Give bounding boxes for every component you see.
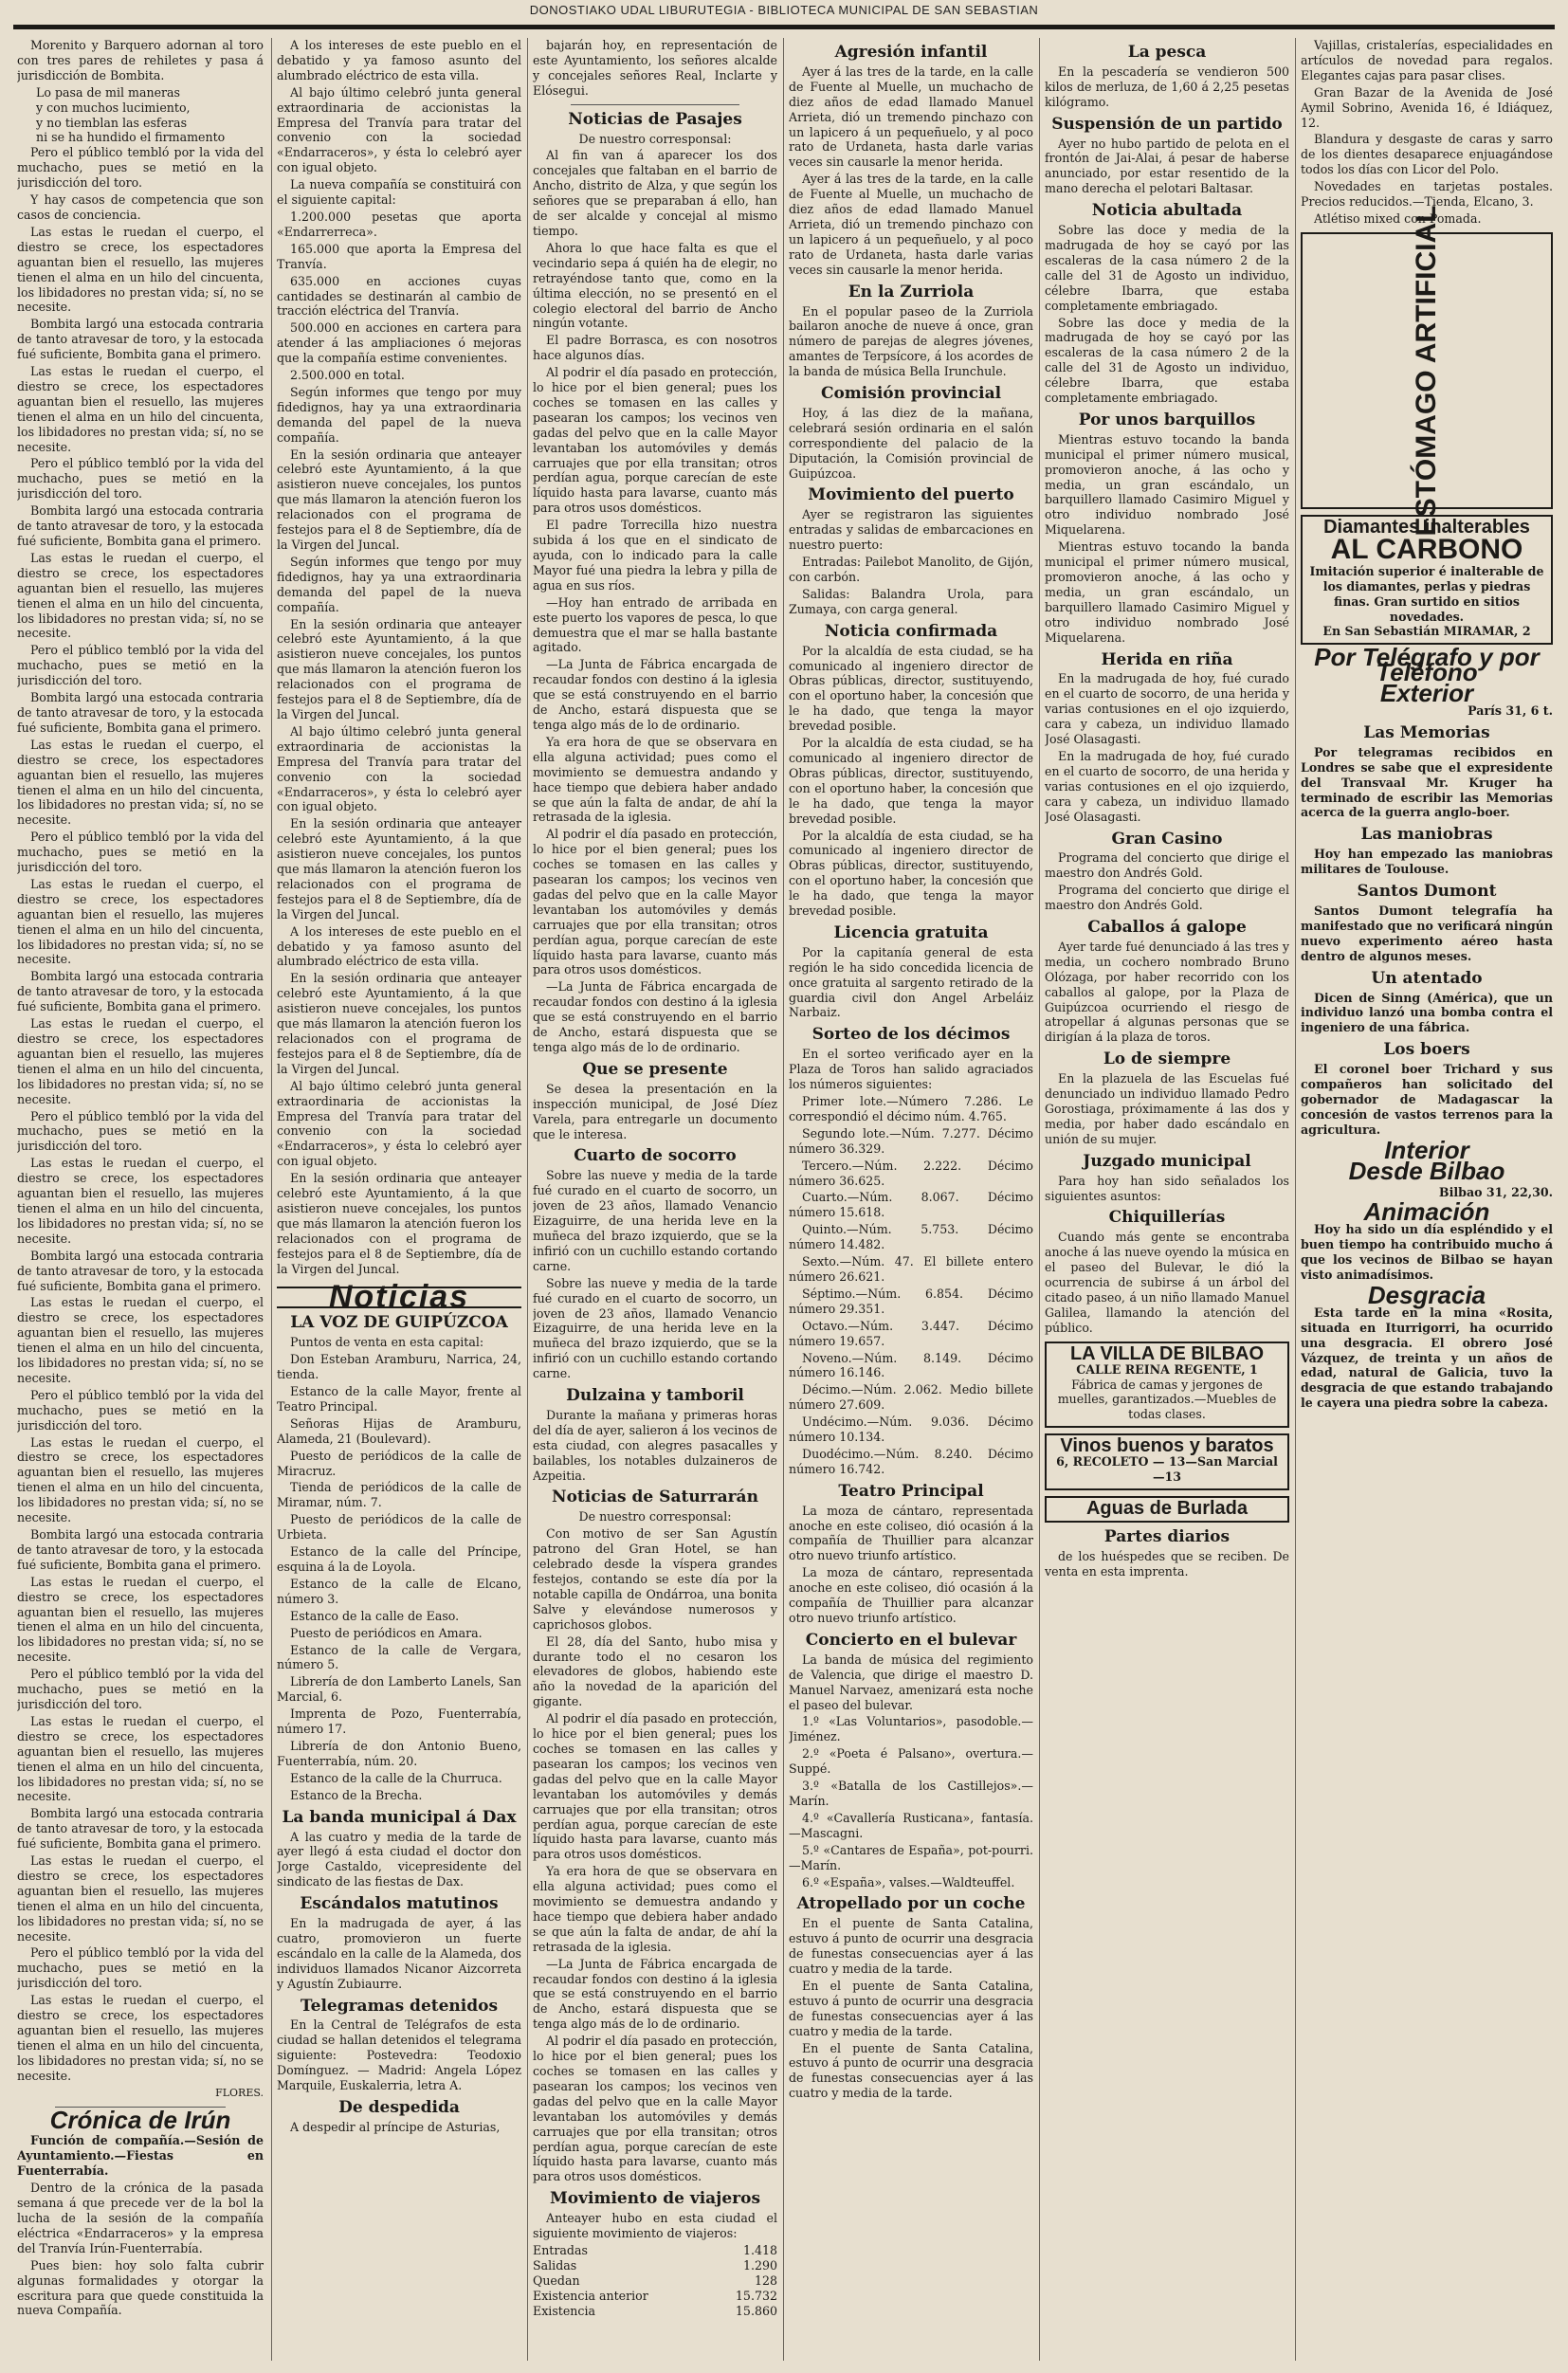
paragraph: Pero el público tembló por la vida del muchacho, pues se metió en la jurisdicción del toro. (17, 643, 264, 688)
paragraph: bajarán hoy, en representación de este Ayuntamiento, los señores alcalde y concejales señores Real, Inclarte y Elósegui. (533, 38, 777, 98)
paragraph: Al podrir el día pasado en protección, lo hice por el bien general; pues los coches se tomasen en las calles y pasearan los campos; los vecinos ven gadas del pelvo que en la calle Mayor levantaban los automóviles y demás carruajes que por ella transitan; otros perdían agua, porque carecían de este líquido hasta para lavarse, cuanto más para otros usos domésticos. (533, 365, 777, 516)
paragraph: Al bajo último celebró junta general extraordinaria de accionistas la Empresa del Tranvía para tratar del convenio con la sociedad «Endarraceros», y ésta lo celebró ayer con igual objeto. (277, 723, 521, 814)
paragraph: En el popular paseo de la Zurriola bailaron anoche de nueve á once, gran número de parejas de alegres jóvenes, amantes de Terpsícore, á los acordes de la banda de música Bella Irunchule. (789, 303, 1033, 379)
paragraph: Según informes que tengo por muy fidedignos, hay ya una extraordinaria demanda del papel de la nueva compañía. (277, 554, 521, 614)
list-item: Décimo.—Núm. 2.062. Medio billete número 27.609. (789, 1382, 1033, 1413)
paragraph: Con motivo de ser San Agustín patrono del Gran Hotel, se han celebrado desde la víspera grandes festejos, contando se este día por la notable capilla de Ondárroa, una bonita Salve y elevándose numerosos y caprichosos globos. (533, 1526, 777, 1632)
paragraph: El padre Torrecilla hizo nuestra subida á los que en el sindicato de ayuda, con lo indicado para la calle Mayor fué una piedra la lebra y pilla de agua en sus ríos. (533, 518, 777, 593)
section-title: Noticia confirmada (824, 621, 998, 641)
traveler-row (533, 2289, 777, 2304)
list-item: Sexto.—Núm. 47. El billete entero número 26.621. (789, 1254, 1033, 1284)
list-item: Segundo lote.—Núm. 7.277. Décimo número 36.329. (789, 1125, 1033, 1156)
paragraph: Ayer no hubo partido de pelota en el frontón de Jai-Alai, á pesar de haberse anunciado, por estar resentido de la mano derecha el pelotari Baltasar. (1045, 136, 1289, 196)
section-title: Sorteo de los décimos (811, 1025, 1011, 1045)
paragraph: Las estas le ruedan el cuerpo, el diestro se crece, los espectadores aguantan bien el resuello, las mujeres tienen el alma en un hilo del cincuenta, los libidadores no prestan vida; sí, no se necesite. (17, 737, 264, 828)
traveler-value: 1.290 (742, 2257, 777, 2273)
traveler-value: 15.732 (735, 2288, 777, 2303)
paragraph: Las estas le ruedan el cuerpo, el diestro se crece, los espectadores aguantan bien el resuello, las mujeres tienen el alma en un hilo del cincuenta, los libidadores no prestan vida; sí, no se necesite. (17, 1156, 264, 1246)
paragraph: Pues bien: hoy solo falta cubrir algunas formalidades y otorgar la escritura para que quede constituida la nueva Compañía. (17, 2257, 264, 2318)
paragraph: La moza de cántaro, representada anoche en este coliseo, dió ocasión á la compañía de Thuillier para alcanzar otro nuevo triunfo artístico. (789, 1503, 1033, 1563)
section-title: La pesca (1127, 43, 1207, 62)
paragraph: Ahora lo que hace falta es que el vecindario sepa á quién ha de elegir, no retrayéndose tanto que, como en la última elección, no se presentó en el colegio electoral del barrio de Ancho ningún votante. (533, 240, 777, 331)
paragraph: Al bajo último celebró junta general extraordinaria de accionistas la Empresa del Tranvía para tratar del convenio con la sociedad «Endarraceros», y ésta lo celebró ayer con igual objeto. (277, 1078, 521, 1169)
paragraph: Vajillas, cristalerías, especialidades en artículos de novedad para regalos. Elegantes cajas para pasar clises. (1301, 38, 1553, 82)
section-title: Santos Dumont (1357, 882, 1497, 902)
paragraph: Las estas le ruedan el cuerpo, el diestro se crece, los espectadores aguantan bien el resuello, las mujeres tienen el alma en un hilo del cincuenta, los libidadores no prestan vida; sí, no se necesite. (17, 1993, 264, 2083)
paragraph: Las estas le ruedan el cuerpo, el diestro se crece, los espectadores aguantan bien el resuello, las mujeres tienen el alma en un hilo del cincuenta, los libidadores no prestan vida; sí, no se necesite. (17, 550, 264, 641)
paragraph: Mientras estuvo tocando la banda municipal el primer número musical, promovieron anoche, á las ocho y media, un gran escándalo, un barquillero llamado Casimiro Miguel y otro individuo nombrado José Miquelarena. (1045, 431, 1289, 538)
paragraph: Las estas le ruedan el cuerpo, el diestro se crece, los espectadores aguantan bien el resuello, las mujeres tienen el alma en un hilo del cincuenta, los libidadores no prestan vida; sí, no se necesite. (17, 364, 264, 454)
list-item: Puesto de periódicos de la calle de Miracruz. (277, 1448, 521, 1478)
ad-title: LA VILLA DE BILBAO (1069, 1342, 1265, 1364)
verse-line: ni se ha hundido el firmamento (36, 130, 226, 145)
paragraph: En la madrugada de hoy, fué curado en el cuarto de socorro, de una herida y varias contusiones en el ojo izquierdo, cara y cabeza, un individuo llamado José Olasagasti. (1045, 748, 1289, 824)
section-title: En la Zurriola (848, 282, 975, 301)
list-item: Duodécimo.—Núm. 8.240. Décimo número 16.742. (789, 1446, 1033, 1476)
traveler-value: 128 (754, 2273, 777, 2288)
list-item: 1.º «Las Voluntarios», pasodoble.—Jiménez. (789, 1714, 1033, 1744)
top-rule (13, 25, 1555, 29)
traveler-value: 15.860 (735, 2303, 777, 2318)
paragraph: Atlétiso mixed con Pomada. (1314, 210, 1482, 226)
section-title: Partes diarios (1103, 1526, 1231, 1546)
traveler-label: Existencia (533, 2303, 596, 2318)
section-title: Concierto en el bulevar (805, 1630, 1017, 1650)
paragraph: Las estas le ruedan el cuerpo, el diestro se crece, los espectadores aguantan bien el resuello, las mujeres tienen el alma en un hilo del cincuenta, los libidadores no prestan vida; sí, no se necesite. (17, 1574, 264, 1665)
list-item: Tercero.—Núm. 2.222. Décimo número 36.625. (789, 1158, 1033, 1188)
ad-title: ESTÓMAGO ARTIFICIAL (1411, 205, 1442, 537)
column-divider (783, 38, 784, 2361)
section-title: Juzgado municipal (1083, 1151, 1251, 1171)
paragraph: Ya era hora de que se observara en ella alguna actividad; pues como el movimiento se demuestra andando y hace tiempo que debiera haber andado se que aún la falta de andar, de ahí la retrasada de la iglesia. (533, 1864, 777, 1954)
paragraph: Las estas le ruedan el cuerpo, el diestro se crece, los espectadores aguantan bien el resuello, las mujeres tienen el alma en un hilo del cincuenta, los libidadores no prestan vida; sí, no se necesite. (17, 1713, 264, 1804)
section-title: Desde Bilbao (1348, 1156, 1505, 1185)
paragraph: Salidas: Balandra Urola, para Zumaya, con carga general. (789, 586, 1033, 616)
traveler-row (533, 2243, 777, 2258)
paragraph: Esta tarde en la mina «Rosita, situada en Iturrigorri, ha ocurrido una desgracia. El obrero José Vázquez, de treinta y un años de edad, natural de Galicia, tuvo la desgracia de que estando trabajando le cayera una piedra sobre la cabeza. (1301, 1305, 1553, 1411)
paragraph: Anteayer hubo en esta ciudad el siguiente movimiento de viajeros: (533, 2211, 777, 2241)
column-divider (1295, 38, 1296, 2361)
section-title: Telegramas detenidos (300, 1996, 499, 2016)
traveler-row (533, 2258, 777, 2273)
section-subtitle: De nuestro corresponsal: (578, 131, 732, 146)
section-subtitle: De nuestro corresponsal: (578, 1509, 732, 1524)
list-item: 5.º «Cantares de España», pot-pourri.—Marín. (789, 1842, 1033, 1872)
paragraph: 2.500.000 en total. (290, 368, 405, 383)
paragraph: de los huéspedes que se reciben. De venta en esta imprenta. (1045, 1548, 1289, 1579)
verse-line: y con muchos lucimiento, (36, 100, 191, 115)
paragraph: Hoy, á las diez de la mañana, celebrará sesión ordinaria en el salón correspondiente del palacio de la Diputación, la Comisión provincial de Guipúzcoa. (789, 405, 1033, 481)
column-6 (1301, 38, 1553, 2361)
section-title: Un atentado (1371, 968, 1483, 988)
signature: FLORES. (215, 2086, 264, 2099)
paragraph: Ayer á las tres de la tarde, en la calle de Fuente al Muelle, un muchacho de diez años de edad llamado Manuel Arrieta, dió un tremendo pinchazo con un lapicero á un pequeñuelo, y al poco rato de Urdaneta, hasta darle varias veces sin causarle la menor herida. (789, 64, 1033, 170)
paragraph: —Hoy han entrado de arribada en este puerto los vapores de pesca, lo que demuestra que el mar se halla bastante agitado. (533, 594, 777, 655)
section-title: De despedida (338, 2098, 460, 2117)
list-item: Primer lote.—Número 7.286. Le correspondió el décimo núm. 4.765. (789, 1094, 1033, 1123)
paragraph: Pero el público tembló por la vida del muchacho, pues se metió en la jurisdicción del toro. (17, 456, 264, 502)
paragraph: Las estas le ruedan el cuerpo, el diestro se crece, los espectadores aguantan bien el resuello, las mujeres tienen el alma en un hilo del cincuenta, los libidadores no prestan vida; sí, no se necesite. (17, 1853, 264, 1944)
paragraph: En la sesión ordinaria que anteayer celebró este Ayuntamiento, á la que asistieron nueve concejales, los puntos que más llamaron la atención fueron los relacionados con el programa de festejos para el 8 de Septiembre, día de la Virgen del Juncal. (277, 616, 521, 721)
list-item: Puesto de periódicos de la calle de Urbieta. (277, 1512, 521, 1542)
paragraph: Bombita largó una estocada contraria de tanto atravesar de toro, y la estocada fué suficiente, Bombita gana el primero. (17, 503, 264, 548)
section-subtitle: Función de compañía.—Sesión de Ayuntamiento.—Fiestas en Fuenterrabía. (17, 2133, 264, 2179)
list-item: Estanco de la calle Mayor, frente al Teatro Principal. (277, 1384, 521, 1414)
paragraph: En la Central de Telégrafos de esta ciudad se hallan detenidos el telegrama siguiente: Postevedra: Teodoxio Domínguez. — Madrid: Angela López Marquile, Euskalerria, letra A. (277, 2017, 521, 2093)
paragraph: A los intereses de este pueblo en el debatido y ya famoso asunto del alumbrado eléctrico de esta villa. (277, 38, 521, 82)
paragraph: 500.000 en acciones en cartera para atender á las ampliaciones ó mejoras que la compañía estime convenientes. (277, 320, 521, 366)
paragraph: El 28, día del Santo, hubo misa y durante todo el no cesaron los elevadores de globos, habiendo este año la novedad de la aparición del gigante. (533, 1634, 777, 1709)
paragraph: Mientras estuvo tocando la banda municipal el primer número musical, promovieron anoche, á las ocho y media, un gran escándalo, un barquillero llamado Casimiro Miguel y otro individuo nombrado José Miquelarena. (1045, 539, 1289, 645)
section-title: Noticias de Pasajes (568, 109, 742, 129)
paragraph: Ayer tarde fué denunciado á las tres y media, un cochero nombrado Bruno Olózaga, por haber recorrido con los caballos al galope, por la Plaza de Guipúzcoa ocurriendo el riesgo de atropellar á algunas personas que se dirigían á la plaza de toros. (1045, 939, 1289, 1045)
list-item: Librería de don Antonio Bueno, Fuenterrabía, núm. 20. (277, 1738, 521, 1768)
advertisement-box (1045, 1342, 1289, 1429)
dateline: Bilbao 31, 22,30. (1438, 1184, 1553, 1199)
paragraph: Según informes que tengo por muy fidedignos, hay ya una extraordinaria demanda del papel de la nueva compañía. (277, 384, 521, 445)
advertisement-box (1045, 1433, 1289, 1490)
ad-address: En San Sebastián MIRAMAR, 2 (1322, 624, 1531, 639)
section-title: Teatro Principal (838, 1481, 984, 1501)
paragraph: Bombita largó una estocada contraria de tanto atravesar de toro, y la estocada fué suficiente, Bombita gana el primero. (17, 969, 264, 1014)
paragraph: 165.000 que aporta la Empresa del Tranvía. (277, 241, 521, 271)
paragraph: Sobre las doce y media de la madrugada de hoy se cayó por las escaleras de la casa número 2 de la calle del 31 de Agosto un individuo, célebre Ibarra, que estaba completamente embriagado. (1045, 223, 1289, 313)
paragraph: Por telegramas recibidos en Londres se sabe que el expresidente del Transvaal Mr. Kruger ha terminado de escribir las Memorias acerca de la guerra anglo-boer. (1301, 744, 1553, 820)
ad-title: Aguas de Burlada (1085, 1497, 1249, 1519)
section-title: Por unos barquillos (1078, 410, 1256, 429)
paragraph: Pero el público tembló por la vida del muchacho, pues se metió en la jurisdicción del toro. (17, 145, 264, 191)
ad-subtitle: CALLE REINA REGENTE, 1 (1076, 1361, 1258, 1377)
paragraph: Sobre las doce y media de la madrugada de hoy se cayó por las escaleras de la casa número 2 de la calle del 31 de Agosto un individuo, célebre Ibarra, que estaba completamente embriagado. (1045, 315, 1289, 406)
section-title: Gran Casino (1111, 829, 1223, 849)
verse-line: y no tiemblan las esferas (36, 115, 188, 130)
paragraph: En la madrugada de ayer, á las cuatro, promovieron un fuerte escándalo en la calle de la Alameda, dos individuos llamados Nicanor Aizcorreta y Agustín Zubiaurre. (277, 1916, 521, 1991)
paragraph: Pero el público tembló por la vida del muchacho, pues se metió en la jurisdicción del toro. (17, 830, 264, 875)
paragraph: Pero el público tembló por la vida del muchacho, pues se metió en la jurisdicción del toro. (17, 1387, 264, 1433)
paragraph: Por la capitanía general de esta región le ha sido concedida licencia de once gratuita al sargento retirado de la guardia civil don Angel Arbeláiz Narbaiz. (789, 944, 1033, 1020)
archive-header: DONOSTIAKO UDAL LIBURUTEGIA - BIBLIOTECA MUNICIPAL DE SAN SEBASTIAN (529, 3, 1039, 17)
paragraph: Al fin van á aparecer los dos concejales que faltaban en el barrio de Ancho, distrito de Alza, y que según los señores que se preparaban á ello, han de ser alcalde y concejal al mismo tiempo. (533, 148, 777, 238)
column-4 (789, 38, 1033, 2361)
separator (571, 104, 739, 105)
paragraph: 1.200.000 pesetas que aporta «Endarrerreca». (277, 209, 521, 239)
paragraph: Por la alcaldía de esta ciudad, se ha comunicado al ingeniero director de Obras públicas, director, sustituyendo, con el oportuno haber, la concesión que le ha dado, que tenga la mayor brevedad posible. (789, 828, 1033, 919)
section-banner-title: Noticias (277, 1287, 521, 1309)
paragraph: Morenito y Barquero adornan al toro con tres pares de rehiletes y pasa á jurisdicción de Bombita. (17, 38, 264, 82)
section-title: Las maniobras (1360, 825, 1493, 845)
paragraph: Hoy han empezado las maniobras militares de Toulouse. (1301, 847, 1553, 877)
paragraph: Ayer á las tres de la tarde, en la calle de Fuente al Muelle, un muchacho de diez años de edad llamado Manuel Arrieta, dió un tremendo pinchazo con un lapicero á un pequeñuelo, y al poco rato de Urdaneta, hasta darle varias veces sin causarle la menor herida. (789, 172, 1033, 277)
paragraph: 635.000 en acciones cuyas cantidades se destinarán al cambio de tracción eléctrica del Tranvía. (277, 273, 521, 319)
paragraph: —La Junta de Fábrica encargada de recaudar fondos con destino á la iglesia que se está construyendo en el barrio de Ancho, estará dispuesta que se tenga algo más de lo de ordinario. (533, 657, 777, 732)
section-title: Escándalos matutinos (300, 1894, 499, 1914)
section-title: Chiquillerías (1108, 1208, 1226, 1228)
paragraph: Gran Bazar de la Avenida de José Aymil Sobrino, Avenida 16, é Idiáquez, 12. (1301, 84, 1553, 130)
list-item: Estanco de la calle del Príncipe, esquina á la de Loyola. (277, 1544, 521, 1574)
section-title: Atropellado por un coche (796, 1894, 1026, 1914)
list-item: 2.º «Poeta é Palsano», overtura.—Suppé. (789, 1746, 1033, 1777)
traveler-label: Entradas (533, 2242, 588, 2257)
section-title: Los boers (1383, 1040, 1470, 1060)
paragraph: Para hoy han sido señalados los siguientes asuntos: (1045, 1173, 1289, 1203)
paragraph: Ayer se registraron las siguientes entradas y salidas de embarcaciones en nuestro puerto: (789, 507, 1033, 553)
paragraph: A los intereses de este pueblo en el debatido y ya famoso asunto del alumbrado eléctrico de esta villa. (277, 923, 521, 969)
paragraph: Sobre las nueve y media de la tarde fué curado en el cuarto de socorro, un joven de 23 años, llamado Venancio Eizaguirre, de una herida leve en la muñeca del brazo izquierdo, que se la infirió con un cuchillo estando cortando carne. (533, 1168, 777, 1273)
section-title: Desgracia (1367, 1280, 1486, 1309)
column-5 (1045, 38, 1289, 2361)
paragraph: La banda de música del regimiento de Valencia, que dirige el maestro D. Manuel Narvaez, amenizará esta noche el paseo del bulevar. (789, 1652, 1033, 1712)
section-title: Lo de siempre (1103, 1050, 1231, 1069)
section-title: Agresión infantil (834, 43, 988, 62)
paragraph: El padre Borrasca, es con nosotros hace algunos días. (533, 333, 777, 363)
paragraph: A despedir al príncipe de Asturias, (290, 2119, 501, 2134)
verse-line: Lo pasa de mil maneras (36, 84, 181, 100)
section-title: Dulzaina y tamboril (566, 1386, 744, 1406)
paragraph: Las estas le ruedan el cuerpo, el diestro se crece, los espectadores aguantan bien el resuello, las mujeres tienen el alma en un hilo del cincuenta, los libidadores no prestan vida; sí, no se necesite. (17, 1434, 264, 1525)
column-divider (527, 38, 528, 2361)
column-divider (1039, 38, 1040, 2361)
paragraph: En la madrugada de hoy, fué curado en el cuarto de socorro, de una herida y varias contusiones en el ojo izquierdo, cara y cabeza, un individuo llamado José Olasagasti. (1045, 671, 1289, 747)
paragraph: Entradas: Pailebot Manolito, de Gijón, con carbón. (789, 555, 1033, 584)
section-title: Cuarto de socorro (574, 1146, 737, 1166)
traveler-label: Quedan (533, 2273, 580, 2288)
paragraph: Se desea la presentación en la inspección municipal, de José Díez Varela, para entregarle un documento que le interesa. (533, 1081, 777, 1141)
paragraph: En la sesión ordinaria que anteayer celebró este Ayuntamiento, á la que asistieron nueve concejales, los puntos que más llamaron la atención fueron los relacionados con el programa de festejos para el 8 de Septiembre, día de la Virgen del Juncal. (277, 447, 521, 552)
traveler-label: Salidas (533, 2257, 577, 2273)
paragraph: Dicen de Sinng (América), que un individuo lanzó una bomba contra el ingeniero de una fábrica. (1301, 990, 1553, 1035)
list-item: Estanco de la calle de Vergara, número 5. (277, 1642, 521, 1672)
paragraph: En el puente de Santa Catalina, estuvo á punto de ocurrir una desgracia de funestas consecuencias ayer á las cuatro y media de la tarde. (789, 2040, 1033, 2101)
paragraph: Bombita largó una estocada contraria de tanto atravesar de toro, y la estocada fué suficiente, Bombita gana el primero. (17, 317, 264, 362)
section-title: Suspensión de un partido (1051, 114, 1283, 134)
paragraph: —La Junta de Fábrica encargada de recaudar fondos con destino á la iglesia que se está construyendo en el barrio de Ancho, estará dispuesta que se tenga algo más de lo de ordinario. (533, 979, 777, 1054)
paragraph: Pero el público tembló por la vida del muchacho, pues se metió en la jurisdicción del toro. (17, 1945, 264, 1991)
paragraph: Bombita largó una estocada contraria de tanto atravesar de toro, y la estocada fué suficiente, Bombita gana el primero. (17, 1806, 264, 1852)
list-item: Cuarto.—Núm. 8.067. Décimo número 15.618. (789, 1190, 1033, 1220)
paragraph: Puntos de venta en esta capital: (290, 1335, 484, 1350)
paragraph: Sobre las nueve y media de la tarde fué curado en el cuarto de socorro, un joven de 23 años, llamado Venancio Eizaguirre, de una herida leve en la muñeca del brazo izquierdo, que se la infirió con un cuchillo estando cortando carne. (533, 1275, 777, 1381)
paragraph: Al podrir el día pasado en protección, lo hice por el bien general; pues los coches se tomasen en las calles y pasearan los campos; los vecinos ven gadas del pelvo que en la calle Mayor levantaban los automóviles y demás carruajes que por ella transitan; otros perdían agua, porque carecían de este líquido hasta para lavarse, cuanto más para otros usos domésticos. (533, 827, 777, 977)
paragraph: En la plazuela de las Escuelas fué denunciado un individuo llamado Pedro Gorostiaga, próximamente á las dos y media, por haber dado escándalo en unión de su mujer. (1045, 1071, 1289, 1146)
list-item: Estanco de la calle de Elcano, número 3. (277, 1576, 521, 1606)
list-item: Estanco de la calle de la Churruca. (290, 1770, 502, 1785)
list-item: 3.º «Batalla de los Castillejos».—Marín. (789, 1779, 1033, 1808)
paragraph: Santos Dumont telegrafía ha manifestado que no verificará ningún nuevo experimento aéreo hasta dentro de algunos meses. (1301, 904, 1553, 963)
paragraph: Blandura y desgaste de caras y sarro de los dientes desaparece enjuagándose todos los días con Licor del Polo. (1301, 132, 1553, 177)
section-title: La banda municipal á Dax (282, 1807, 517, 1827)
list-item: 6.º «España», valses.—Waldteuffel. (802, 1874, 1015, 1889)
paragraph: Dentro de la crónica de la pasada semana á que precede ver de la bol la lucha de la sesión de la compañía eléctrica «Endarraceros» y la empresa del Tranvía Irún-Fuenterrabía. (17, 2181, 264, 2255)
section-title: LA VOZ DE GUIPÚZCOA (290, 1313, 508, 1333)
paragraph: Programa del concierto que dirige el maestro don Andrés Gold. (1045, 850, 1289, 881)
paragraph: —La Junta de Fábrica encargada de recaudar fondos con destino á la iglesia que se está construyendo en el barrio de Ancho, estará dispuesta que se tenga algo más de lo de ordinario. (533, 1956, 777, 2032)
paragraph: Novedades en tarjetas postales. Precios reducidos.—Tienda, Elcano, 3. (1301, 179, 1553, 210)
section-title: Noticia abultada (1091, 201, 1243, 221)
list-item: Don Esteban Aramburu, Narrica, 24, tienda. (277, 1352, 521, 1382)
paragraph: A las cuatro y media de la tarde de ayer llegó á esta ciudad el doctor don Jorge Castaldo, vicepresidente del sindicato de las fiestas de Dax. (277, 1829, 521, 1889)
paragraph: Hoy ha sido un día espléndido y el buen tiempo ha contribuido mucho á que los vecinos de Bilbao se hayan visto animadísimos. (1301, 1222, 1553, 1283)
advertisement-box (1045, 1496, 1289, 1523)
column-3 (533, 38, 777, 2361)
paragraph: Bombita largó una estocada contraria de tanto atravesar de toro, y la estocada fué suficiente, Bombita gana el primero. (17, 1527, 264, 1572)
list-item: 4.º «Cavallería Rusticana», fantasía.—Mascagni. (789, 1810, 1033, 1840)
section-title: Que se presente (582, 1059, 728, 1079)
paragraph: Al podrir el día pasado en protección, lo hice por el bien general; pues los coches se tomasen en las calles y pasearan los campos; los vecinos ven gadas del pelvo que en la calle Mayor levantaban los automóviles y demás carruajes que por ella transitan; otros perdían agua, porque carecían de este líquido hasta para lavarse, cuanto más para otros usos domésticos. (533, 2034, 777, 2184)
section-title: Herida en riña (1101, 649, 1233, 669)
section-title: Crónica de Irún (49, 2105, 231, 2134)
ad-text: Fábrica de camas y jergones de muelles, garantizados.—Muebles de todas clases. (1057, 1377, 1277, 1422)
paragraph: En la pescadería se vendieron 500 kilos de merluza, de 1,60 á 2,25 pesetas kilógramo. (1045, 64, 1289, 109)
paragraph: Las estas le ruedan el cuerpo, el diestro se crece, los espectadores aguantan bien el resuello, las mujeres tienen el alma en un hilo del cincuenta, los libidadores no prestan vida; sí, no se necesite. (17, 1295, 264, 1385)
paragraph: En la sesión ordinaria que anteayer celebró este Ayuntamiento, á la que asistieron nueve concejales, los puntos que más llamaron la atención fueron los relacionados con el programa de festejos para el 8 de Septiembre, día de la Virgen del Juncal. (277, 1171, 521, 1276)
paragraph: Programa del concierto que dirige el maestro don Andrés Gold. (1045, 883, 1289, 913)
paragraph: Y hay casos de competencia que son casos de conciencia. (17, 192, 264, 222)
list-item: Estanco de la calle de Easo. (290, 1608, 460, 1623)
paragraph: La nueva compañía se constituirá con el siguiente capital: (277, 177, 521, 208)
paragraph: Las estas le ruedan el cuerpo, el diestro se crece, los espectadores aguantan bien el resuello, las mujeres tienen el alma en un hilo del cincuenta, los libidadores no prestan vida; sí, no se necesite. (17, 224, 264, 315)
list-item: Undécimo.—Núm. 9.036. Décimo número 10.134. (789, 1415, 1033, 1445)
section-title: Licencia gratuita (833, 922, 989, 942)
paragraph: Bombita largó una estocada contraria de tanto atravesar de toro, y la estocada fué suficiente, Bombita gana el primero. (17, 1248, 264, 1293)
paragraph: Durante la mañana y primeras horas del día de ayer, salieron á los vecinos de esta ciudad, con alegres pasacalles y bailables, los notables dulzaineros de Azpeitia. (533, 1407, 777, 1483)
list-item: Estanco de la Brecha. (290, 1787, 423, 1802)
list-item: Puesto de periódicos en Amara. (290, 1625, 483, 1640)
ad-title: Vinos buenos y baratos (1060, 1435, 1274, 1457)
paragraph: Bombita largó una estocada contraria de tanto atravesar de toro, y la estocada fué suficiente, Bombita gana el primero. (17, 690, 264, 735)
paragraph: Por la alcaldía de esta ciudad, se ha comunicado al ingeniero director de Obras públicas, director, sustituyendo, con el oportuno haber, la concesión que le ha dado, que tenga la mayor brevedad posible. (789, 643, 1033, 734)
section-title: Noticias de Saturrarán (552, 1488, 758, 1507)
column-1 (17, 38, 264, 2361)
ad-headline: AL CARBONO (1330, 533, 1523, 565)
list-item: Noveno.—Núm. 8.149. Décimo número 16.146. (789, 1350, 1033, 1380)
paragraph: Pero el público tembló por la vida del muchacho, pues se metió en la jurisdicción del toro. (17, 1108, 264, 1154)
section-title: Las Memorias (1363, 722, 1490, 742)
section-title: Caballos á galope (1087, 918, 1247, 938)
list-item: Séptimo.—Núm. 6.854. Décimo número 29.351. (789, 1286, 1033, 1316)
list-item: Tienda de periódicos de la calle de Miramar, núm. 7. (277, 1480, 521, 1510)
list-item: Imprenta de Pozo, Fuenterrabía, número 17. (277, 1707, 521, 1737)
dateline: París 31, 6 t. (1468, 703, 1553, 719)
paragraph: Al podrir el día pasado en protección, lo hice por el bien general; pues los coches se tomasen en las calles y pasearan los campos; los vecinos ven gadas del pelvo que en la calle Mayor levantaban los automóviles y demás carruajes que por ella transitan; otros perdían agua, porque carecían de este líquido hasta para lavarse, cuanto más para otros usos domésticos. (533, 1711, 777, 1862)
paragraph: Las estas le ruedan el cuerpo, el diestro se crece, los espectadores aguantan bien el resuello, las mujeres tienen el alma en un hilo del cincuenta, los libidadores no prestan vida; sí, no se necesite. (17, 876, 264, 967)
paragraph: Cuando más gente se encontraba anoche á las nueve oyendo la música en el paseo del Bulevar, le dió la ocurrencia de subirse á un árbol del citado paseo, á un niño llamado Manuel Galilea, llamando la atención del público. (1045, 1230, 1289, 1335)
paragraph: En el sorteo verificado ayer en la Plaza de Toros han salido agraciados los números siguientes: (789, 1047, 1033, 1092)
traveler-label: Existencia anterior (533, 2288, 648, 2303)
paragraph: En la sesión ordinaria que anteayer celebró este Ayuntamiento, á la que asistieron nueve concejales, los puntos que más llamaron la atención fueron los relacionados con el programa de festejos para el 8 de Septiembre, día de la Virgen del Juncal. (277, 971, 521, 1076)
list-item: Quinto.—Núm. 5.753. Décimo número 14.482. (789, 1222, 1033, 1252)
section-title: Exterior (1379, 679, 1474, 708)
list-item: Octavo.—Núm. 3.447. Décimo número 19.657. (789, 1318, 1033, 1348)
paragraph: Al bajo último celebró junta general extraordinaria de accionistas la Empresa del Tranvía para tratar del convenio con la sociedad «Endarraceros», y ésta lo celebró ayer con igual objeto. (277, 84, 521, 175)
column-divider (271, 38, 272, 2361)
paragraph: En la sesión ordinaria que anteayer celebró este Ayuntamiento, á la que asistieron nueve concejales, los puntos que más llamaron la atención fueron los relacionados con el programa de festejos para el 8 de Septiembre, día de la Virgen del Juncal. (277, 816, 521, 922)
section-title: Animación (1363, 1197, 1490, 1227)
section-title: Comisión provincial (820, 384, 1002, 404)
list-item: Librería de don Lamberto Lanels, San Marcial, 6. (277, 1674, 521, 1705)
paragraph: Por la alcaldía de esta ciudad, se ha comunicado al ingeniero director de Obras públicas, director, sustituyendo, con el oportuno haber, la concesión que le ha dado, que tenga la mayor brevedad posible. (789, 736, 1033, 826)
column-2 (277, 38, 521, 2361)
ad-title: Diamantes inalterables (1323, 516, 1530, 538)
paragraph: En el puente de Santa Catalina, estuvo á punto de ocurrir una desgracia de funestas consecuencias ayer á las cuatro y media de la tarde. (789, 1978, 1033, 2038)
paragraph: Ya era hora de que se observara en ella alguna actividad; pues como el movimiento se demuestra andando y hace tiempo que debiera haber andado se que aún la falta de andar, de ahí la retrasada de la iglesia. (533, 734, 777, 825)
paragraph: El coronel boer Trichard y sus compañeros han solicitado del gobernador de Madagascar la concesión de vastos terrenos para la agricultura. (1301, 1062, 1553, 1137)
section-title: Movimiento del puerto (808, 485, 1014, 505)
section-title: Movimiento de viajeros (549, 2189, 761, 2209)
traveler-row (533, 2304, 777, 2319)
ad-text: Imitación superior é inalterable de los diamantes, perlas y piedras finas. Gran surtido en sitios novedades. (1309, 563, 1544, 624)
traveler-value: 1.418 (742, 2242, 777, 2257)
ad-subtitle: 6, RECOLETO — 13—San Marcial—13 (1056, 1454, 1278, 1485)
paragraph: Pero el público tembló por la vida del muchacho, pues se metió en la jurisdicción del toro. (17, 1667, 264, 1711)
paragraph: En el puente de Santa Catalina, estuvo á punto de ocurrir una desgracia de funestas consecuencias ayer á las cuatro y media de la tarde. (789, 1916, 1033, 1977)
paragraph: Las estas le ruedan el cuerpo, el diestro se crece, los espectadores aguantan bien el resuello, las mujeres tienen el alma en un hilo del cincuenta, los libidadores no prestan vida; sí, no se necesite. (17, 1016, 264, 1106)
section-banner-title: Por Telégrafo y por Teléfono (1314, 643, 1540, 687)
paragraph: La moza de cántaro, representada anoche en este coliseo, dió ocasión á la compañía de Thuillier para alcanzar otro nuevo triunfo artístico. (789, 1565, 1033, 1625)
traveler-row (533, 2273, 777, 2289)
list-item: Señoras Hijas de Aramburu, Alameda, 21 (Boulevard). (277, 1415, 521, 1446)
section-title: Interior (1384, 1135, 1469, 1164)
